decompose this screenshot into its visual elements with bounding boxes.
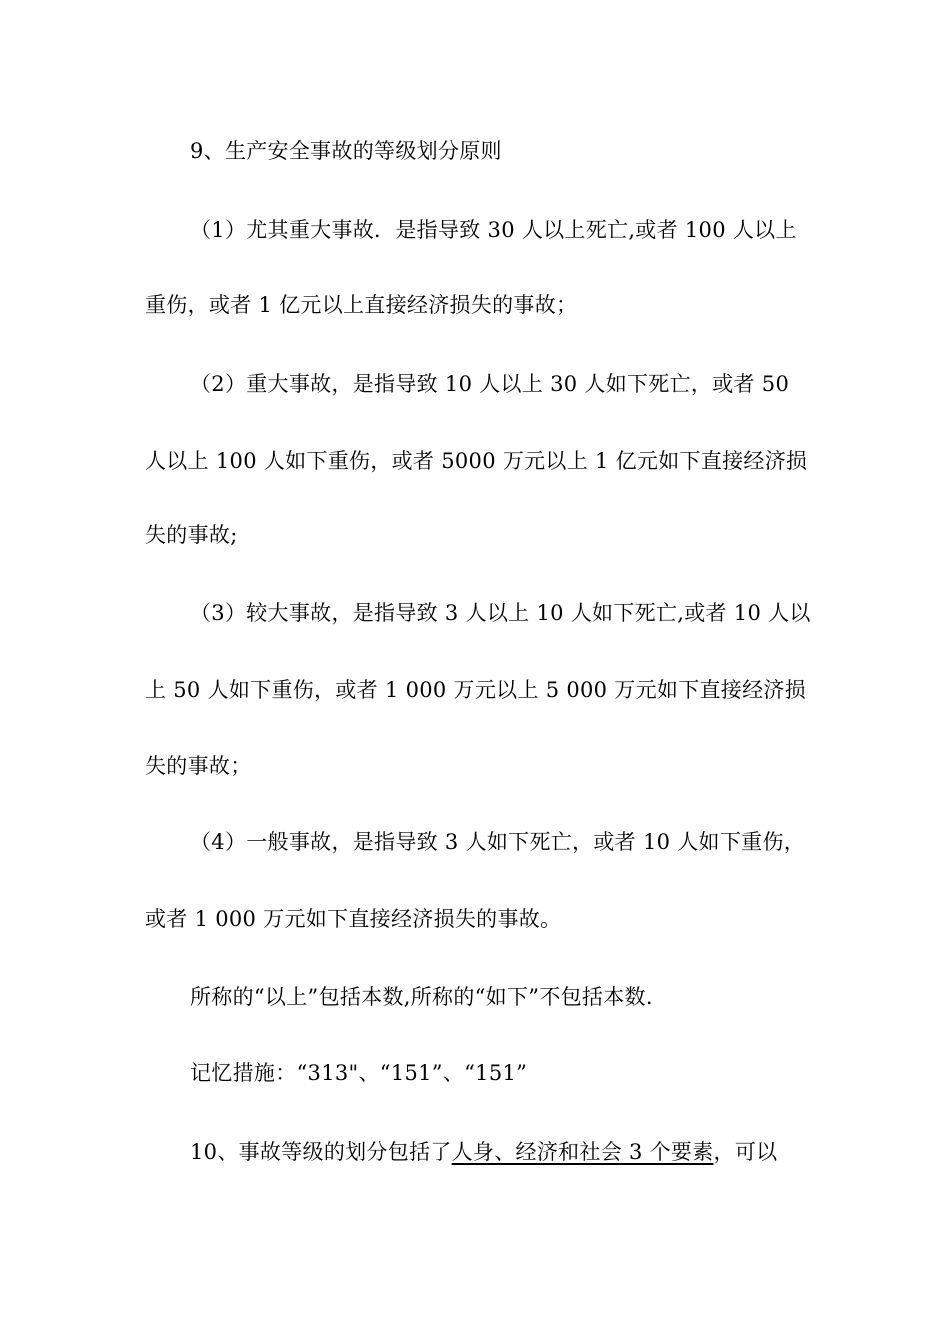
section-10-underlined-text: 人身、经济和社会 3 个要素: [451, 1140, 714, 1164]
paragraph-2-line-3: 失的事故;: [145, 523, 238, 547]
paragraph-3-line-3: 失的事故；: [145, 754, 252, 778]
paragraph-4-line-2: 或者 1 000 万元如下直接经济损失的事故。: [145, 907, 562, 931]
section-10-prefix: 10、事故等级的划分包括了: [190, 1140, 452, 1164]
paragraph-1-line-1: （1）尤其重大事故．是指导致 30 人以上死亡,或者 100 人以上: [190, 218, 797, 242]
paragraph-2-line-1: （2）重大事故，是指导致 10 人以上 30 人如下死亡，或者 50: [190, 372, 790, 396]
paragraph-1-line-2: 重伤，或者 1 亿元以上直接经济损失的事故；: [145, 293, 578, 317]
paragraph-3-line-2: 上 50 人如下重伤，或者 1 000 万元以上 5 000 万元如下直接经济损: [145, 678, 807, 702]
paragraph-2-line-2: 人以上 100 人如下重伤，或者 5000 万元以上 1 亿元如下直接经济损: [145, 449, 808, 473]
memory-tip: 记忆措施：“313"、“151”、“151”: [190, 1061, 528, 1085]
paragraph-4-line-1: （4）一般事故，是指导致 3 人如下死亡，或者 10 人如下重伤，: [190, 830, 806, 854]
definition-note: 所称的“以上”包括本数,所称的“如下”不包括本数.: [190, 985, 653, 1009]
section-heading-10: [190, 1137, 880, 1167]
paragraph-3-line-1: （3）较大事故，是指导致 3 人以上 10 人如下死亡,或者 10 人以: [190, 601, 811, 625]
section-10-suffix: ，可以: [713, 1140, 778, 1164]
section-heading-9: 9、生产安全事故的等级划分原则: [190, 139, 502, 163]
